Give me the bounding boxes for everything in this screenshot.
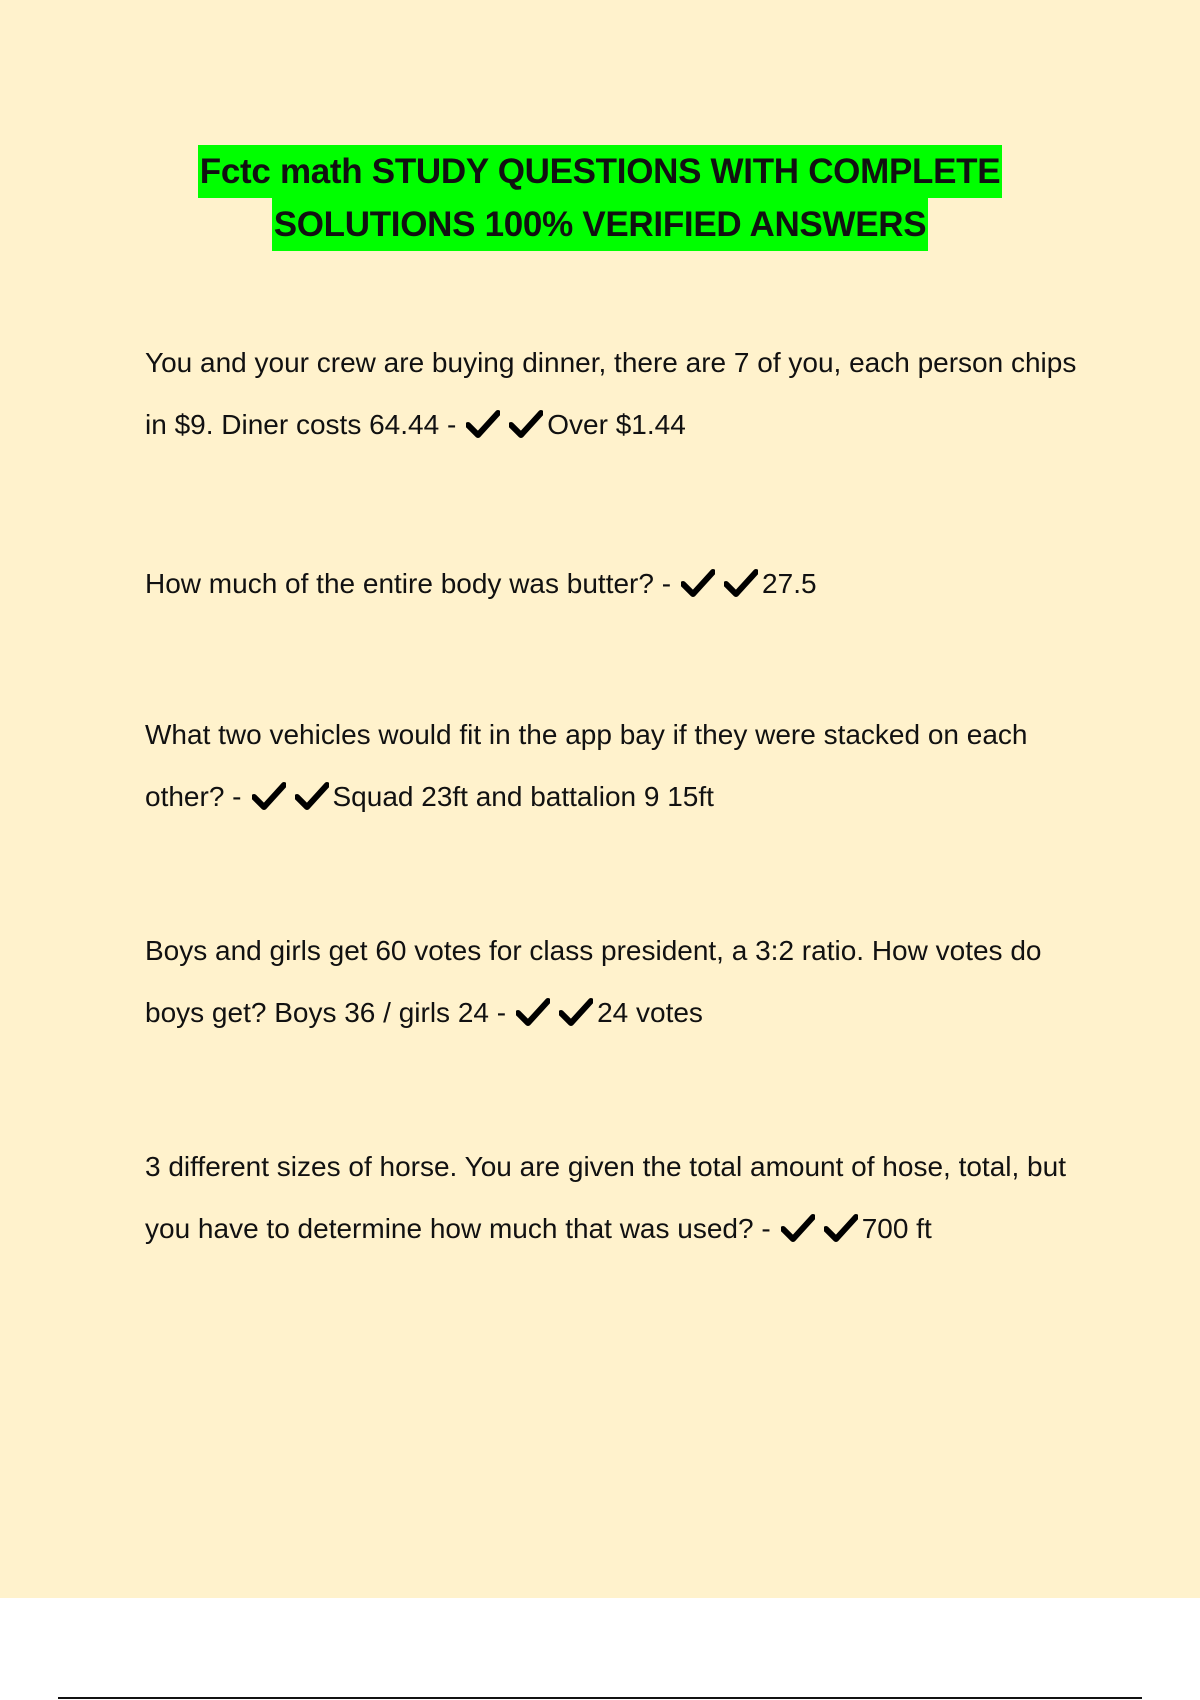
- qa-item: [145, 920, 1095, 1048]
- answer-text: Squad 23ft and battalion 9 15ft: [332, 781, 714, 812]
- check-mark-icon: [295, 782, 329, 810]
- question-text: 3 different sizes of horse. You are given the total amount of hose, total, but you have to determine how much that was used? -: [145, 1151, 1066, 1244]
- answer-text: Over $1.44: [547, 409, 686, 440]
- document-title: [0, 145, 1200, 251]
- check-marks: [466, 398, 543, 460]
- check-mark-icon: [252, 782, 286, 810]
- check-mark-icon: [824, 1214, 858, 1242]
- check-mark-icon: [466, 410, 500, 438]
- question-text: What two vehicles would fit in the app bay if they were stacked on each other? -: [145, 719, 1028, 812]
- qa-item: [145, 704, 1095, 832]
- check-mark-icon: [509, 410, 543, 438]
- check-mark-icon: [681, 569, 715, 597]
- check-marks: [516, 986, 593, 1048]
- title-line-2: SOLUTIONS 100% VERIFIED ANSWERS: [272, 198, 929, 251]
- check-mark-icon: [559, 998, 593, 1026]
- answer-text: 700 ft: [861, 1213, 932, 1244]
- question-text: How much of the entire body was butter? -: [145, 568, 672, 599]
- qa-item: [145, 553, 1095, 619]
- footer-divider: [58, 1697, 1142, 1699]
- check-marks: [252, 770, 329, 832]
- qa-item: [145, 1136, 1095, 1264]
- answer-text: 27.5: [762, 568, 817, 599]
- check-marks: [781, 1202, 858, 1264]
- answer-text: 24 votes: [597, 997, 703, 1028]
- question-text: You and your crew are buying dinner, there are 7 of you, each person chips in $9. Diner costs 64.44 -: [145, 347, 1077, 440]
- question-text: Boys and girls get 60 votes for class president, a 3:2 ratio. How votes do boys get? Boys 36 / girls 24 -: [145, 935, 1042, 1028]
- check-mark-icon: [724, 569, 758, 597]
- qa-item: [145, 332, 1095, 460]
- title-line-1: Fctc math STUDY QUESTIONS WITH COMPLETE: [198, 145, 1003, 198]
- check-mark-icon: [781, 1214, 815, 1242]
- check-mark-icon: [516, 998, 550, 1026]
- check-marks: [681, 557, 758, 619]
